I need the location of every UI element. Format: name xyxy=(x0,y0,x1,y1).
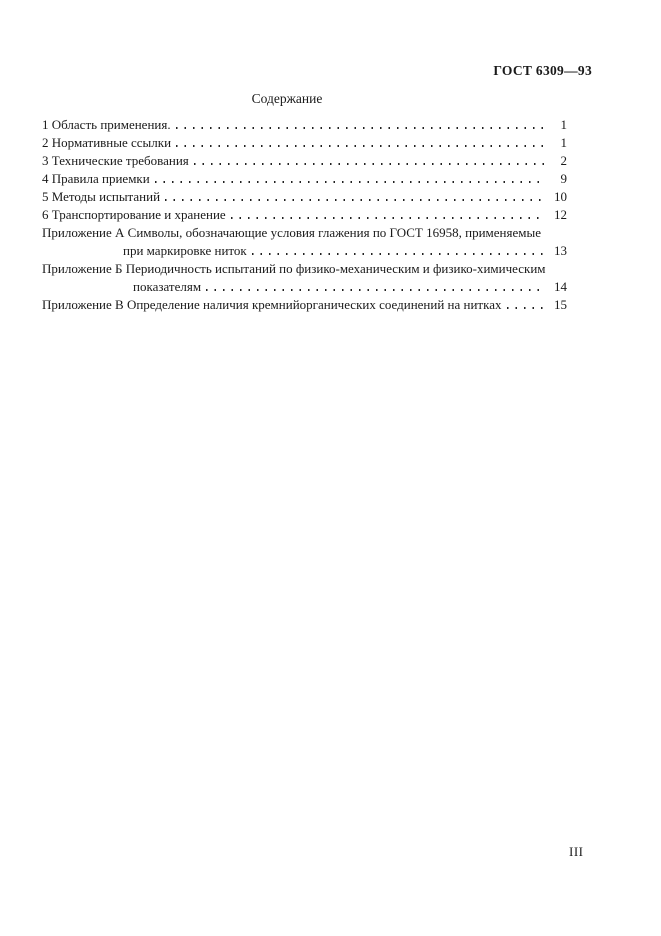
dot-leader xyxy=(231,217,544,219)
dot-leader xyxy=(176,127,544,129)
toc-entry-label: Приложение А Символы, обозначающие условия глажения по ГОСТ 16958, применяемые xyxy=(42,225,541,240)
dot-leader xyxy=(252,253,544,255)
toc-row xyxy=(42,279,567,297)
toc-entry-label: 5 Методы испытаний xyxy=(42,189,161,204)
dot-leader xyxy=(206,289,544,291)
toc-page-number: 12 xyxy=(554,207,567,222)
toc-entry-label: 4 Правила приемки xyxy=(42,171,150,186)
standard-designation: ГОСТ 6309—93 xyxy=(493,63,592,78)
toc-entry-label: 2 Нормативные ссылки xyxy=(42,135,172,150)
toc-page-number: 2 xyxy=(560,153,567,168)
toc-row xyxy=(42,189,567,207)
toc-page-number: 13 xyxy=(554,243,567,258)
toc-entry-label: Приложение В Определение наличия кремнийорганических соединений на нитках xyxy=(42,297,502,312)
toc-row xyxy=(42,243,567,261)
toc-row xyxy=(42,225,567,243)
toc-entry-label: показателям xyxy=(133,279,202,294)
page-number-footer: III xyxy=(569,844,584,859)
toc-entry-label: при маркировке ниток xyxy=(123,243,247,258)
toc-row xyxy=(42,207,567,225)
toc-page-number: 10 xyxy=(554,189,567,204)
toc-row xyxy=(42,153,567,171)
dot-leader xyxy=(194,163,544,165)
page-title: Содержание xyxy=(251,91,323,106)
dot-leader xyxy=(507,307,544,309)
dot-leader xyxy=(155,181,544,183)
dot-leader xyxy=(176,145,544,147)
toc-entry-label: 3 Технические требования xyxy=(42,153,189,168)
toc-row xyxy=(42,135,567,153)
toc-page-number: 14 xyxy=(554,279,567,294)
toc-page-number: 15 xyxy=(554,297,567,312)
dot-leader xyxy=(165,199,544,201)
toc-row xyxy=(42,171,567,189)
toc-entry-label: 6 Транспортирование и хранение xyxy=(42,207,226,222)
toc-page-number: 9 xyxy=(560,171,567,186)
toc-entry-label: Приложение Б Периодичность испытаний по физико-механическим и физико-химическим xyxy=(42,261,546,276)
toc-row xyxy=(42,261,567,279)
toc-entry-label: 1 Область применения. xyxy=(42,117,171,132)
table-of-contents xyxy=(42,117,567,315)
toc-page-number: 1 xyxy=(560,135,567,150)
toc-row xyxy=(42,117,567,135)
toc-row xyxy=(42,297,567,315)
toc-page-number: 1 xyxy=(560,117,567,132)
